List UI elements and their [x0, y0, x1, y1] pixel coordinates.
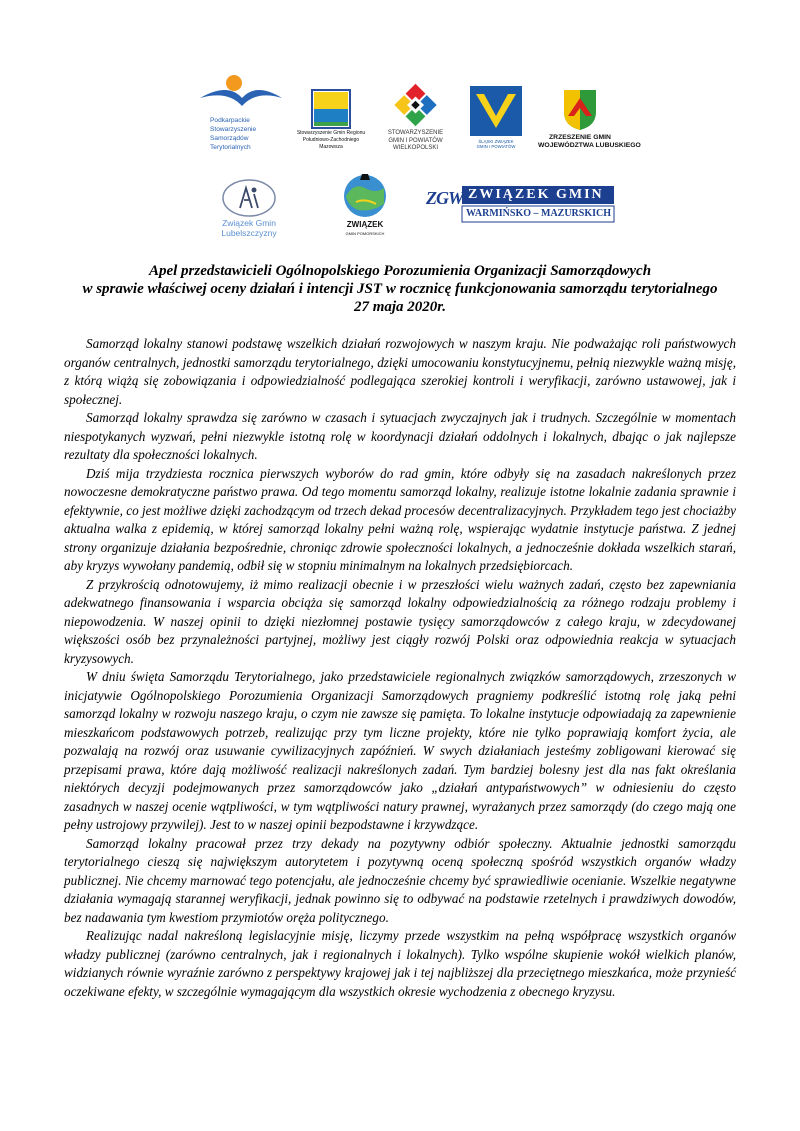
- heading-line-3: 27 maja 2020r.: [353, 299, 447, 315]
- pomorskich-logo-icon: [332, 170, 398, 220]
- paragraph-7: Realizując nadal nakreśloną legislacyjnie misję, liczymy przede wszystkim na pełną współpracę wszystkich organów władzy publicznej (zarówno centralnych, jak i regionalnych i lokalnych). Tylko wspólne skupienie wokół wielkich planów, widzianych równie wyraźnie zarówno z perspektywy krajowej jak i tej najbliższej dla przeciętnego mieszkańca, może przynieść oczekiwane efekty, w szczególnie wymagającym dla wszystkich okresie wychodzenia z obecnego kryzysu.: [64, 928, 736, 999]
- paragraph-5: W dniu święta Samorządu Terytorialnego, jako przedstawiciele regionalnych związków samorządowych, zrzeszonych w inicjatywie Ogólnopolskiego Porozumienia Organizacji Samorządowych pragniemy podkreślić istotną rolę jaką pełni samorząd lokalny w rozwoju naszego kraju, o czym nie zawsze się pamięta. To lokalne instytucje odpowiadają za zapewnienie mieszkańcom podstawowych potrzeb, realizując przy tym liczne projekty, które nie tylko poprawiają komfort życia, ale pozwalają na rozwój oraz usuwanie cywilizacyjnych zapóźnień. W swych działaniach jesteśmy zobligowani kierować się przepisami prawa, które dają możliwość realizacji nakreślonych zadań. Tym bardziej bolesny jest dla nas fakt określania niektórych decyzji podejmowanych przez samorządowców jako „działań antypaństwowych” w odniesieniu do często zasadnych w naszej ocenie wątpliwości, w tym wątpliwości natury prawnej, wyrażanych przez samorządy (do czego mają one pełny ustrojowy przywilej). Jest to w naszej opinii bezpodstawne i krzywdzące.: [64, 669, 736, 832]
- regionu-logo: [290, 88, 372, 158]
- podkarpackie-logo: [198, 74, 284, 160]
- paragraph-2: Samorząd lokalny sprawdza się zarówno w czasach i sytuacjach zwyczajnych jak i trudnych. Szczególnie w momentach niespotykanych wyzwań, pełni niezwykle istotną rolę w koordynacji działań oddolnych i lokalnych, dbając o jak najlepsze rezultaty dla społeczności lokalnych.: [64, 410, 736, 462]
- regionu-logo-text: Stowarzyszenie Gmin Regionu Południowo-Zachodniego Mazowsza: [296, 130, 366, 150]
- paragraph-1: Samorząd lokalny stanowi podstawę wszelkich działań rozwojowych w naszym kraju. Nie podważając roli państwowych organów centralnych, jednostki samorządu terytorialnego, dzięki umocowaniu konstytucyjnemu, pełnią niezwykle ważną misję, z którą wiążą się zobowiązania i odpowiedzialność podlegająca szerokiej kontroli i weryfikacji, zarówno ustawowej, jak i społecznej.: [64, 336, 736, 407]
- regionu-logo-icon: [290, 88, 372, 130]
- warminsko-logo-subtext: WARMIŃSKO – MAZURSKICH: [466, 208, 612, 219]
- warminsko-logo: [424, 184, 616, 226]
- paragraph-4: Z przykrością odnotowujemy, iż mimo realizacji obecnie i w przeszłości wielu ważnych zadań, często bez zapewniania adekwatnego finansowania i wsparcia obciąża się samorząd lokalny odpowiedzialnością za różnego rodzaju problemy i niepowodzenia. W naszej opinii to dzięki niezłomnej postawie tysięcy samorządowców z całego kraju, w zdecydowanej większości osób bez przynależności partyjnej, możliwy jest ciągły rozwój Polski oraz odpowiednia reakcja w sytuacjach kryzysowych.: [64, 576, 736, 666]
- slaski-logo: [466, 84, 526, 154]
- pomorskich-logo-subtext: GMIN POMORSKICH: [345, 231, 385, 236]
- wielkopolski-logo-icon: [378, 80, 453, 130]
- slaski-logo-text: ŚLĄSKI ZWIĄZEK GMIN I POWIATÓW: [476, 139, 516, 149]
- heading-line-1: Apel przedstawicieli Ogólnopolskiego Porozumienia Organizacji Samorządowych: [148, 263, 652, 279]
- lubelszczyzny-logo-text: Związek Gmin Lubelszczyzny: [221, 218, 277, 238]
- paragraph-6: Samorząd lokalny pracował przez trzy dekady na pozytywny odbiór społeczny. Aktualnie jednostki samorządu terytorialnego cieszą się największym autorytetem i pozytywną oceną społeczną spośród wszystkich organów władzy publicznej. Nie chcemy marnować tego potencjału, ale jednocześnie chcemy być sprawiedliwie ocenianie. Wszelkie negatywne działania wymagają starannej weryfikacji, jednak powinno się to odbywać na podstawie rzetelnych i prawdziwych dowodów, bez nadawania tym kwestiom przymiotów oręża politycznego.: [64, 835, 736, 925]
- appeal-body: [64, 335, 736, 1001]
- lubelszczyzny-logo-icon: [206, 178, 292, 218]
- pomorskich-logo-text: ZWIĄZEK: [346, 220, 384, 229]
- lubuskie-logo-icon: [538, 86, 622, 132]
- podkarpackie-logo-text: Podkarpackie Stowarzyszenie Samorządów Terytorialnych: [210, 117, 257, 151]
- warminsko-mark: ZGWM: [426, 188, 479, 208]
- lubelszczyzny-logo: [206, 178, 292, 244]
- pomorskich-logo: [332, 170, 398, 242]
- heading-line-2: w sprawie właściwej oceny działań i intencji JST w rocznicę funkcjonowania samorządu terytorialnego: [82, 281, 718, 297]
- wielkopolski-logo-text: STOWARZYSZENIE GMIN I POWIATÓW WIELKOPOLSKI: [387, 130, 444, 151]
- lubuskie-logo-text: ZRZESZENIE GMIN WOJEWÓDZTWA LUBUSKIEGO: [538, 134, 641, 149]
- slaski-logo-icon: [466, 84, 526, 138]
- paragraph-3: Dziś mija trzydziesta rocznica pierwszych wyborów do rad gmin, które odbyły się na zasadach nakreślonych przez nowoczesne demokratyczne państwo prawa. Od tego momentu samorząd lokalny, realizuje istotne lokalnie zadania sprawnie i efektywnie, co jest możliwe dzięki zachodzącym od trzech dekad procesów decentralizacyjnych. Przykładem tego jest chociażby aktualna walka z epidemią, w której samorząd lokalny pełni ważną rolę, wspierając wydatnie instytucje państwa. Z jednej strony organizuje działania bezpośrednie, chroniąc zdrowie społeczności lokalnych, a jednocześnie dokłada wszelkich starań, aby kryzys wywołany pandemią, odbił się w stopniu minimalnym na lokalnych przedsiębiorcach.: [64, 465, 736, 573]
- warminsko-logo-text: ZWIĄZEK GMIN: [468, 187, 604, 202]
- wielkopolski-logo: [378, 80, 453, 160]
- lubuskie-logo: [538, 86, 641, 156]
